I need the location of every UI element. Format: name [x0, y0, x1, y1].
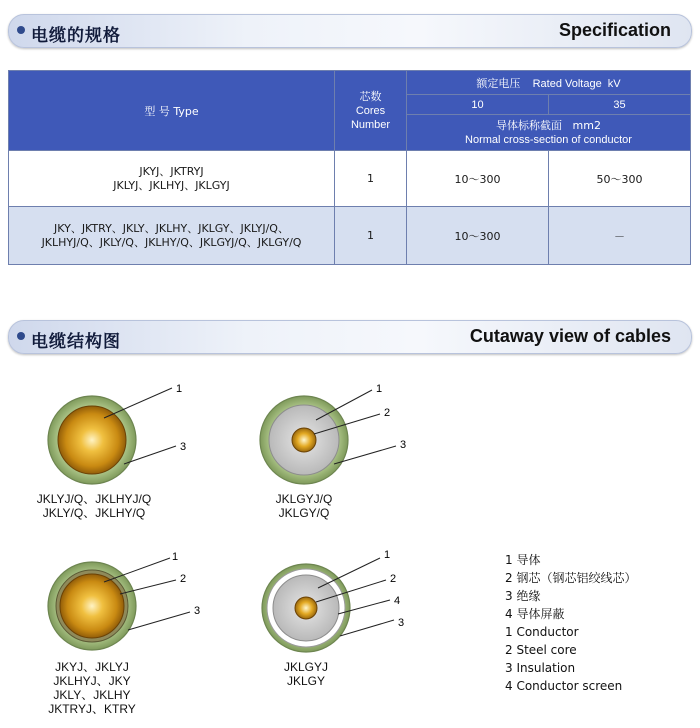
caption-diagram-1: JKLYJ/Q、JKLHYJ/Q JKLY/Q、JKLHY/Q: [36, 492, 152, 520]
callout-1: 1: [176, 383, 183, 395]
table-row: [9, 151, 691, 207]
voltage-10-cell: 10～300: [407, 207, 549, 265]
type-cell: JKYJ、JKTRYJ JKLYJ、JKLHYJ、JKLGYJ: [9, 151, 335, 207]
callout-1: 1: [172, 551, 179, 563]
cores-header: 芯数 Cores Number: [335, 71, 407, 151]
type-header: 型 号 Type: [9, 71, 335, 151]
specification-title-en: Specification: [558, 20, 671, 40]
cable-section-1: [48, 388, 176, 484]
cores-cell: 1: [335, 151, 407, 207]
callout-2: 2: [384, 407, 391, 419]
callout-2: 2: [180, 573, 187, 585]
legend-item: 1 Conductor: [505, 625, 579, 639]
specification-banner: [8, 14, 692, 48]
voltage-35-cell: －: [549, 207, 691, 265]
cutaway-title-cn: 电缆结构图: [31, 332, 121, 352]
caption-diagram-3: JKYJ、JKLYJ JKLHYJ、JKY JKLY、JKLHY JKTRYJ、KTRY: [48, 660, 136, 716]
callout-1: 1: [384, 549, 391, 561]
legend-item: 3 绝缘: [505, 589, 541, 603]
callout-3: 3: [194, 605, 201, 617]
legend-item: 3 Insulation: [505, 661, 576, 675]
bullet-dot-icon: [17, 26, 25, 34]
cable-section-4: [262, 558, 397, 652]
cutaway-title-en: Cutaway view of cables: [469, 326, 671, 346]
rated-voltage-header: 额定电压 Rated Voltage kV: [407, 71, 691, 95]
cutaway-banner: [8, 320, 692, 354]
cross-section-header: 导体标称截面 mm2 Normal cross-section of conductor: [407, 115, 691, 151]
specification-table: [8, 70, 691, 265]
component-legend: [505, 551, 636, 695]
specification-title-cn: 电缆的规格: [31, 26, 121, 46]
callout-2: 2: [390, 573, 397, 585]
callout-4: 4: [394, 595, 401, 607]
voltage-10-cell: 10～300: [407, 151, 549, 207]
caption-diagram-2: JKLGYJ/Q JKLGY/Q: [275, 492, 333, 520]
voltage-35-header: 35: [549, 95, 691, 115]
caption-diagram-4: JKLGYJ JKLGY: [283, 660, 328, 688]
table-row: [9, 207, 691, 265]
callout-3: 3: [180, 441, 187, 453]
callout-3: 3: [398, 617, 405, 629]
legend-item: 4 导体屏蔽: [505, 607, 565, 621]
callout-1: 1: [376, 383, 383, 395]
type-cell: JKY、JKTRY、JKLY、JKLHY、JKLGY、JKLYJ/Q、 JKLHYJ/Q、JKLY/Q、JKLHY/Q、JKLGYJ/Q、JKLGY/Q: [9, 207, 335, 265]
bullet-dot-icon: [17, 332, 25, 340]
legend-item: 2 Steel core: [505, 643, 577, 657]
voltage-35-cell: 50～300: [549, 151, 691, 207]
legend-item: 2 钢芯（钢芯铝绞线芯）: [505, 571, 637, 585]
voltage-10-header: 10: [407, 95, 549, 115]
callout-3: 3: [400, 439, 407, 451]
legend-item: 4 Conductor screen: [505, 679, 623, 693]
cable-section-3: [48, 558, 190, 650]
cable-section-2: [260, 390, 396, 484]
cores-cell: 1: [335, 207, 407, 265]
legend-item: 1 导体: [505, 553, 541, 567]
